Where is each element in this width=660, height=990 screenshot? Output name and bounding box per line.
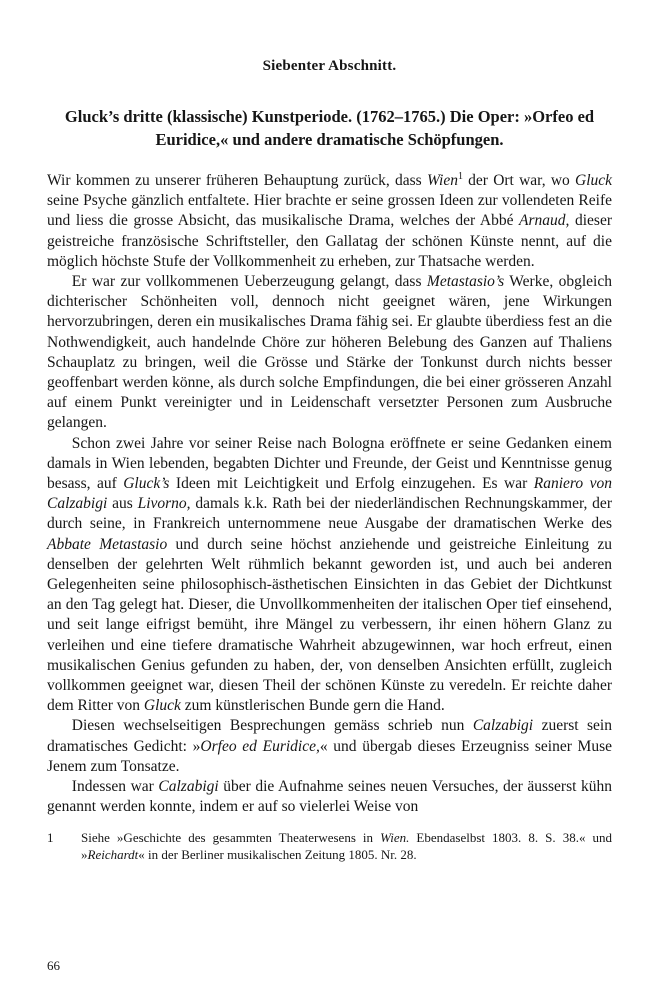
page-number: 66 — [47, 958, 60, 973]
footnote-marker: 1 — [47, 829, 54, 845]
footnote-text: Siehe »Geschichte des gesammten Theaterwesens in Wien. Ebendaselbst 1803. 8. S. 38.« und »Reichardt« in der Berliner musikalischen Zeitung 1805. Nr. 28. — [81, 829, 612, 862]
paragraph: Indessen war Calzabigi über die Aufnahme seines neuen Versuches, der äusserst kühn genannt werden konnte, indem er auf so vielerlei Weise von — [47, 778, 612, 816]
paragraph: Diesen wechselseitigen Besprechungen gemäss schrieb nun Calzabigi zuerst sein dramatisches Gedicht: »Orfeo ed Euridice,« und übergab dieses Erzeugniss seiner Muse Jenem zum Tonsatze. — [47, 717, 612, 775]
footnote — [47, 829, 612, 864]
section-title: Siebenter Abschnitt. — [262, 58, 397, 74]
paragraph: Schon zwei Jahre vor seiner Reise nach Bologna eröffnete er seine Gedanken einem damals in Wien lebenden, begabten Dichter und Freunde, der Geist und Kenntnisse genug besass, auf Gluck’s Ideen mit Leichtigkeit und Erfolg einzugehen. Es war Raniero von Calzabigi aus Livorno, damals k.k. Rath bei der niederländischen Rechnungskammer, der durch seine, in Frankreich unternommene neue Ausgabe der dramatischen Werke des Abbate Metastasio und durch seine höchst anziehende und geistreiche Einleitung zu denselben der gelehrten Welt rühmlich bekannt geworden ist, und auch bei anderen Gelegenheiten seine philosophisch-ästhetischen Einsichten in das Gebiet der Dichtkunst an den Tag gelegt hat. Dieser, die Unvollkommenheiten der italischen Oper tief einsehend, und seit lange eifrigst bemüht, ihre Mängel zu verbessern, ihr einen höhern Glanz zu verleihen und eine tiefere dramatische Wahrheit abzugewinnen, war hoch erfreut, einen musikalischen Genius gefunden zu haben, der, von denselben Ansichten erfüllt, zugleich vollkommen geeignet war, diesen Theil der schönen Künste zu veredeln. Er reichte daher dem Ritter von Gluck zum künstlerischen Bunde gern die Hand. — [47, 434, 612, 715]
body-text — [47, 171, 612, 818]
paragraph: Wir kommen zu unserer früheren Behauptung zurück, dass Wien$^1$ der Ort war, wo Gluck seine Psyche gänzlich entfaltete. Hier brachte er seine grossen Ideen zur vollendeten Reife und liess die grosse Absicht, das musikalische Drama, welches der Abbé Arnaud, dieser geistreiche französische Schriftsteller, den Gallatag der schönen Künste nennt, auf die möglich höchste Stufe der Vollkommenheit zu erheben, zur Thatsache werden. — [47, 170, 613, 270]
chapter-title: Gluck’s dritte (klassische) Kunstperiode. (1762–1765.) Die Oper: »Orfeo ed Euridice,« und andere dramatische Schöpfungen. — [64, 107, 595, 149]
paragraph: Er war zur vollkommenen Ueberzeugung gelangt, dass Metastasio’s Werke, obgleich dichterischer Schönheiten voll, dennoch nicht geeignet wären, jene Wirkungen hervorzubringen, deren ein musikalisches Drama fähig sei. Er glaubte überdiess fest an die Nothwendigkeit, auch handelnde Chöre zur höheren Belebung des Ganzen auf Thaliens Schauplatz zu bringen, weil die Grösse und Stärke der Tonkunst durch nichts besser geoffenbart werden könne, als durch solche Empfindungen, die bei einer grösseren Anzahl auf einem Punkt vereinigter und in Leidenschaft versetzter Personen zum Ausbruche gelangen. — [47, 273, 612, 432]
